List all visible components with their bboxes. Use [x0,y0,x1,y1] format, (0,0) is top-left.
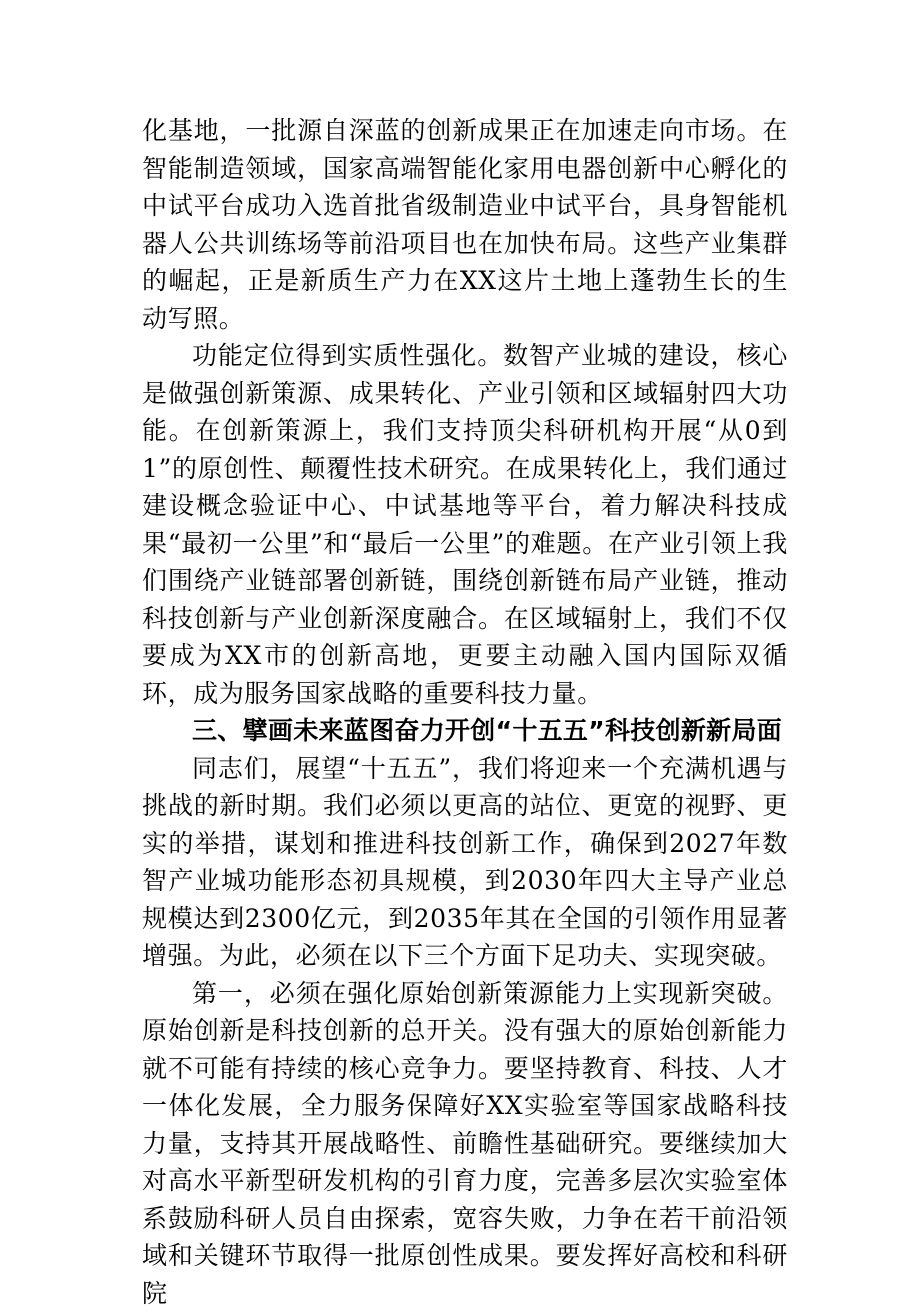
document-body [142,112,788,1312]
section-heading: 三、擘画未来蓝图奋力开创“十五五”科技创新新局面 [142,712,788,750]
paragraph-continued: 化基地，一批源自深蓝的创新成果正在加速走向市场。在智能制造领域，国家高端智能化家用电器创新中心孵化的中试平台成功入选首批省级制造业中试平台，具身智能机器人公共训练场等前沿项目也在加快布局。这些产业集群的崛起，正是新质生产力在XX这片土地上蓬勃生长的生动写照。 [142,112,788,337]
paragraph-function-positioning: 功能定位得到实质性强化。数智产业城的建设，核心是做强创新策源、成果转化、产业引领和区域辐射四大功能。在创新策源上，我们支持顶尖科研机构开展“从0到1”的原创性、颠覆性技术研究。在成果转化上，我们通过建设概念验证中心、中试基地等平台，着力解决科技成果“最初一公里”和“最后一公里”的难题。在产业引领上我们围绕产业链部署创新链，围绕创新链布局产业链，推动科技创新与产业创新深度融合。在区域辐射上，我们不仅要成为XX市的创新高地，更要主动融入国内国际双循环，成为服务国家战略的重要科技力量。 [142,337,788,712]
paragraph-first-point: 第一，必须在强化原始创新策源能力上实现新突破。原始创新是科技创新的总开关。没有强大的原始创新能力就不可能有持续的核心竞争力。要坚持教育、科技、人才一体化发展，全力服务保障好XX实验室等国家战略科技力量，支持其开展战略性、前瞻性基础研究。要继续加大对高水平新型研发机构的引育力度，完善多层次实验室体系鼓励科研人员自由探索，宽容失败，力争在若干前沿领域和关键环节取得一批原创性成果。要发挥好高校和科研院 [142,975,788,1312]
paragraph-outlook: 同志们，展望“十五五”，我们将迎来一个充满机遇与挑战的新时期。我们必须以更高的站位、更宽的视野、更实的举措，谋划和推进科技创新工作，确保到2027年数智产业城功能形态初具规模，到2030年四大主导产业总规模达到2300亿元，到2035年其在全国的引领作用显著增强。为此，必须在以下三个方面下足功夫、实现突破。 [142,750,788,975]
